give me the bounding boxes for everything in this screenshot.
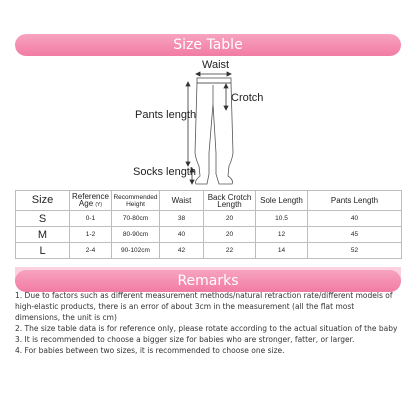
cell-size: L <box>16 243 70 259</box>
cell-pants: 40 <box>308 211 402 227</box>
tights-illustration <box>0 58 416 188</box>
cell-age: 1-2 <box>70 227 112 243</box>
table-row <box>16 243 402 259</box>
header-size: Size <box>16 191 70 211</box>
waist-arrow <box>196 72 231 76</box>
cell-sole: 14 <box>256 243 308 259</box>
cell-sole: 12 <box>256 227 308 243</box>
remark-item: 2. The size table data is for reference only, please rotate according to the actual situation of the baby <box>15 324 398 333</box>
header-reference-age: Reference Age (Y) <box>70 191 112 211</box>
header-waist: Waist <box>160 191 204 211</box>
tights-outline <box>195 78 233 184</box>
cell-waist: 42 <box>160 243 204 259</box>
header-recommended-height: Recommended Height <box>112 191 160 211</box>
pants-length-label: Pants length <box>135 109 197 121</box>
crotch-arrow <box>224 84 228 110</box>
cell-sole: 10.5 <box>256 211 308 227</box>
cell-size: M <box>16 227 70 243</box>
header-back-crotch-length: Back Crotch Length <box>204 191 256 211</box>
remark-item: 4. For babies between two sizes, it is recommended to choose one size. <box>15 346 285 355</box>
size-table-banner <box>15 34 401 56</box>
remarks-banner <box>15 270 401 292</box>
cell-back-crotch: 20 <box>204 211 256 227</box>
cell-waist: 40 <box>160 227 204 243</box>
table-header-row <box>16 191 402 211</box>
cell-height: 70-80cm <box>112 211 160 227</box>
cell-age: 0-1 <box>70 211 112 227</box>
header-sole-length: Sole Length <box>256 191 308 211</box>
cell-height: 90-102cm <box>112 243 160 259</box>
socks-length-label: Socks length <box>133 166 196 178</box>
pants-length-arrow <box>186 82 190 166</box>
table-row <box>16 227 402 243</box>
cell-pants: 45 <box>308 227 402 243</box>
remarks-list <box>15 290 401 356</box>
crotch-label: Crotch <box>231 92 264 104</box>
cell-height: 80-90cm <box>112 227 160 243</box>
cell-size: S <box>16 211 70 227</box>
size-table-title: Size Table <box>173 37 243 53</box>
size-table <box>15 190 402 259</box>
remarks-title: Remarks <box>177 273 239 289</box>
cell-waist: 38 <box>160 211 204 227</box>
header-pants-length: Pants Length <box>308 191 402 211</box>
cell-back-crotch: 20 <box>204 227 256 243</box>
waist-label: Waist <box>202 59 230 71</box>
cell-pants: 52 <box>308 243 402 259</box>
cell-back-crotch: 22 <box>204 243 256 259</box>
table-row <box>16 211 402 227</box>
remark-item: 3. It is recommended to choose a bigger size for babies who are stronger, fatter, or larger. <box>15 335 355 344</box>
cell-age: 2-4 <box>70 243 112 259</box>
tights-diagram <box>0 58 416 188</box>
remark-item: 1. Due to factors such as different measurement methods/natural retraction rate/different models of high-elastic products, there is an error of about 3cm in the measurement (all the flat most dimensions, the unit is cm) <box>15 291 393 322</box>
